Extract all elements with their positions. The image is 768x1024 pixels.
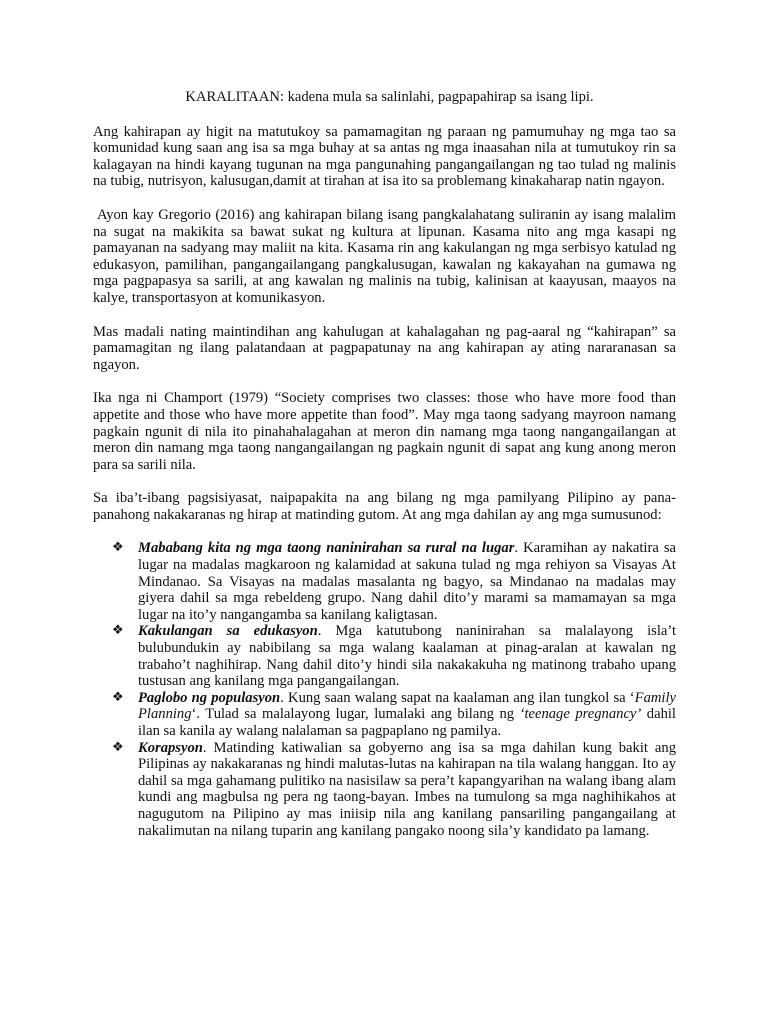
list-item: [112, 623, 676, 690]
document-page: [93, 89, 676, 839]
diamond-bullet-icon: ❖: [112, 739, 124, 755]
list-item-text: . Mga katutubong naninirahan sa malalayong isla’t bulubundukin ay nabibilang sa mga walang kaalaman at pinag-aralan at kawalan ng trabaho’t naghihirap. Nang dahil dito’y hindi sila nakakakuha ng matinong trabaho upang tustusan ang kanilang mga pangangailangan.: [138, 623, 676, 690]
list-item: [112, 540, 677, 623]
paragraph-investigation: Sa iba’t-ibang pagsisiyasat, naipapakita na ang bilang ng mga pamilyang Pilipino ay pana-panahong nakakaranas ng hirap at matinding gutom. At ang mga dahilan ay ang mga sumusunod:: [93, 490, 676, 523]
list-item-term: Korapsyon: [138, 739, 203, 756]
paragraph-definition: Ang kahirapan ay higit na matutukoy sa pamamagitan ng paraan ng pamumuhay ng mga tao sa komunidad kung saan ang isa sa mga buhay at sa antas ng mga inaasahan nila at tumutukoy rin sa kalagayan na hindi kayang tugunan na mga pangunahing pangangailangan ng tao tulad ng malinis na tubig, nutrisyon, kalusugan,damit at tirahan at isa ito sa problemang kinakaharap natin ngayon.: [93, 123, 676, 190]
paragraph-champort: Ika nga ni Champort (1979) “Society comprises two classes: those who have more food than appetite and those who have more appetite than food”. May mga taong sadyang mayroon namang pagkain ngunit di nila ito pinahahalagahan at meron din namang mga taong nangangailangan at meron din namang mga taong nangangailangan ng pagkain ngunit di sapat ang kung anong meron para sa sarili nila.: [93, 390, 676, 473]
list-item-text: . Matinding katiwalian sa gobyerno ang isa sa mga dahilan kung bakit ang Pilipinas ay nakakaranas ng hindi malutas-lutas na kahirapan na tila walang hanggan. Ito ay dahil sa mga gahamang pulitiko na nasisilaw sa pera’t kapangyarihan na walang ibang alam kundi ang magbulsa ng pera ng taong-bayan. Imbes na tumulong sa mga naghihikahos at nagugutom na Pilipino ay mas iniisip nila ang kanilang pansariling pangangailang at nakalimutan na nilang tuparin ang kanilang pangako noong sila’y kandidato pa lamang.: [138, 739, 676, 839]
list-item: [112, 689, 676, 740]
paragraph-gregorio: Ayon kay Gregorio (2016) ang kahirapan bilang isang pangkalahatang suliranin ay isang malalim na sugat na makikita sa bawat sukat ng kultura at lipunan. Kasama nito ang mga kasapi ng pamayanan na sadyang may maliit na kita. Kasama rin ang kakulangan ng mga serbisyo katulad ng edukasyon, pamilihan, pangangailangang pangkalusugan, kawalan ng kakayahan na gumawa ng mga pagpapasya sa sarili, at ang kawalan ng malinis na tubig, kalinisan at kaayusan, maayos na kalye, transportasyon at komunikasyon.: [93, 206, 676, 306]
diamond-bullet-icon: ❖: [112, 623, 124, 639]
list-item-italic: Family Planning: [138, 689, 676, 723]
list-item-text: . Kung saan walang sapat na kaalaman ang ilan tungkol sa ‘: [280, 689, 635, 706]
diamond-bullet-icon: ❖: [112, 540, 124, 556]
list-item-term: Kakulangan sa edukasyon: [138, 623, 318, 640]
list-item-text: dahil ilan sa kanila ay walang nalalaman sa pagpaplano ng pamilya.: [138, 706, 676, 739]
list-item-term: Mababang kita ng mga taong naninirahan sa rural na lugar: [138, 540, 515, 557]
list-item-text: ‘. Tulad sa malalayong lugar, lumalaki ang bilang ng: [191, 706, 520, 723]
list-item-term: Paglobo ng populasyon: [138, 689, 281, 706]
diamond-bullet-icon: ❖: [112, 689, 124, 705]
list-item-italic: ‘teenage pregnancy’: [519, 706, 642, 723]
causes-list: [93, 540, 676, 839]
paragraph-understanding: Mas madali nating maintindihan ang kahulugan at kahalagahan ng pag-aaral ng “kahirapan” sa pamamagitan ng ilang palatandaan at pagpapatunay na ang kahirapan ay ating nararanasan sa ngayon.: [93, 323, 676, 373]
list-item-text: . Karamihan ay nakatira sa lugar na madalas magkaroon ng kalamidad at sakuna tulad ng mga rehiyon sa Visayas At Mindanao. Sa Visayas na madalas masalanta ng bagyo, sa Mindanao na madalas may giyera dahil sa mga rebeldeng grupo. Nang dahil dito’y marami sa mamamayan sa mga lugar na ito’y nangangamba sa kanilang kaligtasan.: [138, 540, 677, 623]
list-item: [112, 739, 676, 840]
document-title: KARALITAAN: kadena mula sa salinlahi, pagpapahirap sa isang lipi.: [185, 89, 594, 105]
